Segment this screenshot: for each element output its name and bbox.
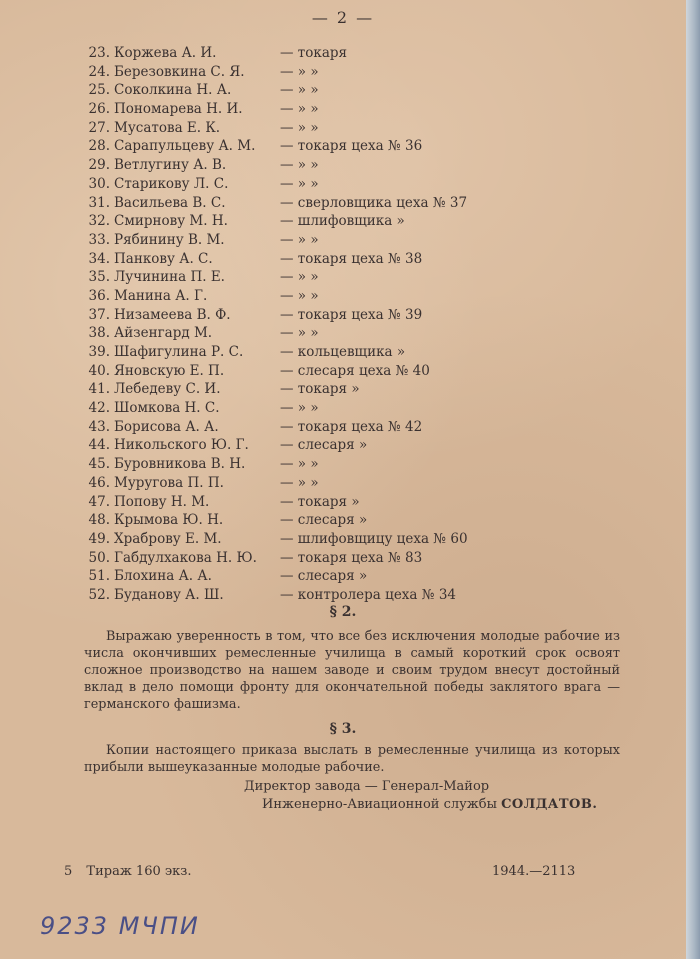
footer-mark: 5 xyxy=(64,864,73,879)
entry-position: — токаря цеха № 36 xyxy=(280,138,423,155)
entry-position: — » » xyxy=(280,456,319,473)
entry-name: Ветлугину А. В. xyxy=(114,157,227,174)
entry-name: Мусатова Е. К. xyxy=(114,119,221,136)
entry-name: Айзенгард М. xyxy=(114,325,213,342)
entry-name: Буровникова В. Н. xyxy=(114,456,246,473)
entry-number: 29. xyxy=(88,157,110,174)
signature-service-label: Инженерно-Авиационной службы xyxy=(262,797,497,812)
entry-number: 43. xyxy=(88,418,110,435)
entry-position: — кольцевщика » xyxy=(280,344,406,360)
entry-name: Шафигулина Р. С. xyxy=(114,344,244,360)
entry-name: Муругова П. П. xyxy=(114,474,224,491)
entry-number: 47. xyxy=(88,493,110,510)
entry-position: — » » xyxy=(280,231,319,248)
entry-position: — токаря цеха № 39 xyxy=(280,306,423,323)
entry-number: 52. xyxy=(88,586,110,603)
entry-name: Березовкина С. Я. xyxy=(114,63,245,80)
entry-position: — токаря цеха № 83 xyxy=(280,549,423,566)
entry-position: — » » xyxy=(280,474,319,491)
entry-name: Яновскую Е. П. xyxy=(114,362,225,379)
entry-position: — токаря цеха № 42 xyxy=(280,418,423,435)
entry-name: Васильева В. С. xyxy=(114,194,226,211)
entry-position: — » » xyxy=(280,157,319,174)
entry-position: — токаря » xyxy=(280,381,360,398)
entry-position: — шлифовщицу цеха № 60 xyxy=(280,530,468,547)
entry-position: — слесаря » xyxy=(280,437,368,454)
entry-position: — сверловщика цеха № 37 xyxy=(280,194,468,211)
entry-position: — » » xyxy=(280,101,319,118)
entry-number: 31. xyxy=(88,194,110,211)
entry-name: Коржева А. И. xyxy=(114,45,217,61)
entry-position: — шлифовщика » xyxy=(280,213,405,230)
entry-number: 28. xyxy=(88,138,110,155)
entry-number: 24. xyxy=(88,63,110,80)
entry-name: Храброву Е. М. xyxy=(114,530,222,547)
entry-name: Сарапульцеву А. М. xyxy=(114,138,256,155)
scan-edge xyxy=(686,0,700,959)
entry-name: Пономарева Н. И. xyxy=(114,101,243,118)
entry-name: Буданову А. Ш. xyxy=(114,586,224,603)
entry-number: 46. xyxy=(88,474,110,491)
entry-name: Низамеева В. Ф. xyxy=(114,306,231,323)
section-2-heading: § 2. xyxy=(329,604,357,620)
entry-number: 38. xyxy=(88,325,110,342)
entry-number: 44. xyxy=(88,437,110,454)
entry-number: 32. xyxy=(88,213,110,230)
entry-number: 33. xyxy=(88,231,110,248)
entry-number: 25. xyxy=(88,82,110,99)
entry-number: 34. xyxy=(88,250,110,267)
entry-position: — токаря цеха № 38 xyxy=(280,250,423,267)
entry-name: Блохина А. А. xyxy=(114,568,212,585)
footer-print-run xyxy=(64,864,192,879)
entry-number: 23. xyxy=(88,45,110,61)
entry-name: Манина А. Г. xyxy=(114,287,208,304)
entry-number: 42. xyxy=(88,400,110,417)
signature-name: СОЛДАТОВ. xyxy=(501,797,598,812)
entry-number: 40. xyxy=(88,362,110,379)
entry-number: 49. xyxy=(88,530,110,547)
entry-number: 26. xyxy=(88,101,110,118)
entry-position: — » » xyxy=(280,400,319,417)
entry-name: Никольского Ю. Г. xyxy=(114,437,249,454)
entry-position: — » » xyxy=(280,175,319,192)
section-2-text: Выражаю уверенность в том, что все без исключения молодые рабочие из числа окончивших ремесленные училища в самый короткий срок освоят сложное производство на нашем заводе и своим трудом внесут достойный вклад в дело помощи фронту для окончательной победы заклятого врага — германского фашизма. xyxy=(84,629,620,712)
entry-number: 45. xyxy=(88,456,110,473)
entry-name: Панкову А. С. xyxy=(114,250,213,267)
entry-position: — » » xyxy=(280,82,319,99)
entry-position: — токаря » xyxy=(280,493,360,510)
entry-position: — слесаря цеха № 40 xyxy=(280,362,430,379)
page-number: — 2 — xyxy=(311,8,375,27)
entry-name: Лебедеву С. И. xyxy=(114,381,221,398)
entry-name: Шомкова Н. С. xyxy=(114,400,220,417)
entry-number: 51. xyxy=(88,568,110,585)
handwritten-note: 9233 МЧПИ xyxy=(40,912,200,940)
entry-position: — контролера цеха № 34 xyxy=(280,586,457,603)
section-3-text: Копии настоящего приказа выслать в ремесленные училища из которых прибыли вышеуказанные молодые рабочие. xyxy=(84,743,620,775)
entry-name: Лучинина П. Е. xyxy=(114,269,225,286)
signature-title: Директор завода — Генерал-Майор xyxy=(244,779,490,794)
entry-number: 48. xyxy=(88,512,110,529)
entry-number: 36. xyxy=(88,287,110,304)
entry-position: — » » xyxy=(280,287,319,304)
entry-position: — » » xyxy=(280,269,319,286)
entry-name: Старикову Л. С. xyxy=(114,175,229,192)
entry-number: 35. xyxy=(88,269,110,286)
print-run-text: Тираж 160 экз. xyxy=(86,864,192,879)
footer-code: 1944.—2113 xyxy=(492,864,576,879)
entry-position: — » » xyxy=(280,63,319,80)
entry-position: — » » xyxy=(280,119,319,136)
entry-name: Рябинину В. М. xyxy=(114,231,225,248)
entry-name: Попову Н. М. xyxy=(114,493,210,510)
entry-name: Крымова Ю. Н. xyxy=(114,512,224,529)
entry-number: 27. xyxy=(88,119,110,136)
entry-name: Смирнову М. Н. xyxy=(114,213,228,230)
entry-name: Борисова А. А. xyxy=(114,418,219,435)
section-3-heading: § 3. xyxy=(329,721,357,737)
entry-position: — слесаря » xyxy=(280,512,368,529)
entry-position: — слесаря » xyxy=(280,568,368,585)
entry-number: 41. xyxy=(88,381,110,398)
entry-number: 30. xyxy=(88,175,110,192)
entry-number: 50. xyxy=(88,549,110,566)
entry-position: — » » xyxy=(280,325,319,342)
entry-number: 37. xyxy=(88,306,110,323)
entry-name: Габдулхакова Н. Ю. xyxy=(114,549,257,566)
entry-position: — токаря xyxy=(280,45,348,61)
entry-name: Соколкина Н. А. xyxy=(114,82,232,99)
signature-service xyxy=(262,797,597,812)
entry-number: 39. xyxy=(88,344,110,360)
